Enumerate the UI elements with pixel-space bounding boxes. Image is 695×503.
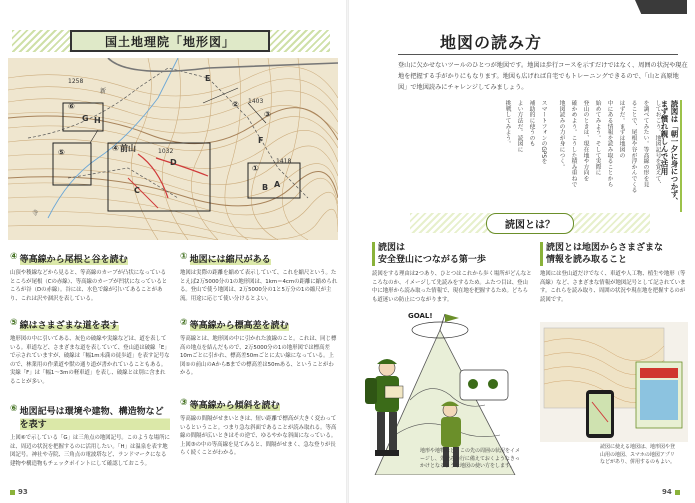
vertical-column: よい方法だ。読図に — [516, 100, 522, 153]
vertical-column: 確かめよう。こうした積み重ねで — [570, 100, 576, 187]
subsection-title-1: 読図は 安全登山につながる第一歩 — [372, 242, 532, 266]
section-number: ⑤ — [10, 318, 18, 328]
map-label-f: F — [258, 136, 264, 145]
page-number-left — [10, 488, 28, 496]
banner-stripes-right — [270, 30, 330, 52]
map-label-circled-6: ⑥ — [68, 102, 75, 111]
vertical-column: スマートフォンのGPSを — [540, 100, 546, 164]
page-number-text: 94 — [662, 488, 672, 496]
map-label-circled-5: ⑤ — [58, 148, 65, 157]
section-body: 山頂や稜線などから見ると、等高線のカーブが凸状になっているところが尾根（Cの赤線）、等高線のカーブが凹状になっているところが谷（Dの赤線）。谷には、水色で線が引いてあることがあり、これは沢や涸沢を表している。 — [10, 270, 168, 302]
map-label-c: C — [134, 186, 140, 195]
map-label-a: A — [274, 180, 281, 189]
section-scale — [180, 252, 338, 303]
section-ridge-valley — [10, 252, 170, 303]
section-body: 地形図の中に引いてある、灰色の破線や実線などは、道を表している。車道など、さまざまな道を表していて、登山道は破線「E」で示されていますが、破線は「幅1m未満の徒歩道」を表す記号なので、林業用の作業道や獣の通り道が書かれていることもある。実線「F」は「幅1〜3mの軽車道」を表し、破線とは別に含まれることが多い。 — [10, 336, 170, 385]
vertical-column: 中にある情報を読み取ることから — [606, 100, 612, 187]
map-label-place-1: 新 — [100, 88, 107, 95]
book-spine — [346, 0, 349, 503]
maps-photo-svg — [540, 322, 688, 442]
map-label-elev-2: 1418 — [276, 158, 292, 165]
map-label-g: G — [82, 114, 89, 123]
section-body: 上図⑥で示している「G」は三角点の地図記号。このような場所には、周辺の状況を把握するのに活用したい。「H」は温泉を表す地図記号。神社や寺院、三角点の電波塔など、ランドマークになる建物や構造物もチェックポイントにして確認しておこう。 — [10, 435, 170, 467]
section-heading-banner — [410, 213, 650, 233]
section-slope — [180, 398, 338, 458]
topographic-map — [8, 58, 338, 240]
vertical-column: 挑戦してみよう。 — [504, 100, 510, 147]
maps-photo — [540, 322, 688, 442]
goal-label: GOAL! — [408, 312, 433, 320]
section-title: 等高線から尾根と谷を読む — [20, 252, 128, 265]
section-body: 等高線の間隔がせまいときは、短い距離で標高が大きく変わっているということ。つまり急な斜面であることが読み取れる。等高線の間隔が広いときはその逆で、ゆるやかな斜面になっている。上図③の中の等高線を見てみると、間隔がせまく、急な登りが長らく続くことがわかる。 — [180, 416, 337, 457]
map-label-b: B — [262, 183, 269, 192]
vertical-column: を調べてみたい。等高線の形を見 — [642, 100, 648, 187]
subsection-body-1: 読図をする理由は2つあり、ひとつはこれから歩く場所がどんなところなのか、イメージして先読みをするため。ふたつ目は、登山中に地形から読み取った情報で、現在地を把握するため。どちらも道迷いの防止につながります。 — [372, 271, 532, 303]
map-label-elev-3: 1032 — [158, 148, 174, 155]
vertical-column: しておこう。地図記号を覚えて、 — [654, 100, 660, 187]
section-map-symbols — [10, 404, 170, 468]
subsection-title-2: 読図とは地図からさまざまな 情報を読み取ること — [540, 242, 690, 266]
vertical-column: 地図読みの力が身につく。 — [558, 100, 564, 170]
subsection-body-2: 地図には登山道だけでなく、車道や人工物、植生や地形（等高線）など、さまざまな情報が地図記号として記されています。これらを読み取り、周囲の状況や現在地を把握するのが読図です。 — [540, 271, 686, 303]
page-number-marker — [10, 490, 15, 495]
vertical-text-block — [380, 100, 690, 212]
banner-stripes-left — [12, 30, 72, 52]
section-title: 線はさまざまな道を表す — [20, 318, 119, 331]
vertical-column: ることで、尾根や谷が浮かんでくる — [630, 100, 636, 193]
vertical-column: はずだ。まずは地図の — [618, 100, 624, 158]
section-elevation-diff — [180, 318, 338, 378]
page-title: 地図の読み方 — [440, 33, 543, 52]
map-label-circled-4: ④ — [112, 144, 119, 153]
section-body: 等高線とは、地形図の中に引かれた波線のこと。これは、同じ標高の地点を結んだもので、2万5000分の1の地形図では標高差10mごとに引かれ、標高差50mごとに太い線になっている。上図①の前山のAからBまでの標高差は50mある、ということがわかる。 — [180, 336, 337, 377]
map-label-e: E — [205, 74, 211, 83]
map-peak-label: 前山 — [120, 144, 136, 153]
map-banner — [70, 30, 270, 52]
section-number: ② — [180, 318, 188, 328]
banner-title: 国土地理院「地形図」 — [104, 34, 235, 49]
map-label-elev-1: 1403 — [248, 98, 264, 105]
illustration-caption: 地形や地物など、この先の周囲の状況をイメージし、先読み歩行に備えておくようなきっかけとなるような地図の使い方をします。 — [420, 448, 520, 469]
map-label-circled-2: ② — [232, 100, 239, 109]
section-heading: 読図とは？ — [486, 213, 574, 234]
vertical-heading: 読図は「朝一夕に身につかず、まず慣れ親しんで活用 — [659, 100, 682, 212]
page-number-right — [662, 488, 680, 496]
title-divider — [398, 54, 678, 55]
section-number: ③ — [180, 398, 188, 408]
section-body: 地図は実際の距離を縮めて表示していて、これを縮尺という。たとえば2万5000分の1の地形図は、1km＝4cmの距離に縮められる。登山で使う地図は、2万5000分の1と5万分の1の縮尺が主流。用途に応じて使い分けるとよい。 — [180, 270, 338, 302]
page-number-marker — [675, 490, 680, 495]
vertical-column: 始めてみよう。そして実際に — [594, 100, 600, 176]
photo-caption: 読図に使える地図は、地形図や登山用の地図、スマホの地図アプリなどがあり、併用するのもよい。 — [600, 444, 676, 465]
lead-paragraph: 登山に欠かせないツールのひとつが地図です。地図は歩行コースを示すだけではなく、周囲の状況や現在地を把握する手がかりにもなります。地図も広げれば自宅でもトレーニングできるので、「山と高原地図」で地図読みにチャレンジしてみましょう。 — [398, 62, 688, 91]
map-label-circled-1: ① — [252, 164, 259, 173]
section-number: ④ — [10, 252, 18, 262]
section-lines-roads — [10, 318, 170, 387]
map-label-place-2: 寺 — [32, 210, 39, 217]
section-title: 地図記号は環境や建物、構造物などを表す — [20, 404, 170, 430]
page-number-text: 93 — [18, 488, 28, 496]
section-number: ⑥ — [10, 404, 18, 414]
section-title: 地図には縮尺がある — [190, 252, 271, 265]
map-label-h: H — [94, 116, 101, 125]
section-title: 等高線から傾斜を読む — [190, 398, 280, 411]
map-label-elev-4: 1258 — [68, 78, 84, 85]
corner-tab — [635, 0, 687, 14]
map-label-d: D — [170, 158, 177, 167]
section-title: 等高線から標高差を読む — [190, 318, 289, 331]
section-number: ① — [180, 252, 188, 262]
vertical-column: 補助的に使うのも — [528, 100, 534, 147]
map-label-circled-3: ③ — [264, 110, 271, 119]
vertical-column: 登山のときは、現在地や方向を — [582, 100, 588, 182]
